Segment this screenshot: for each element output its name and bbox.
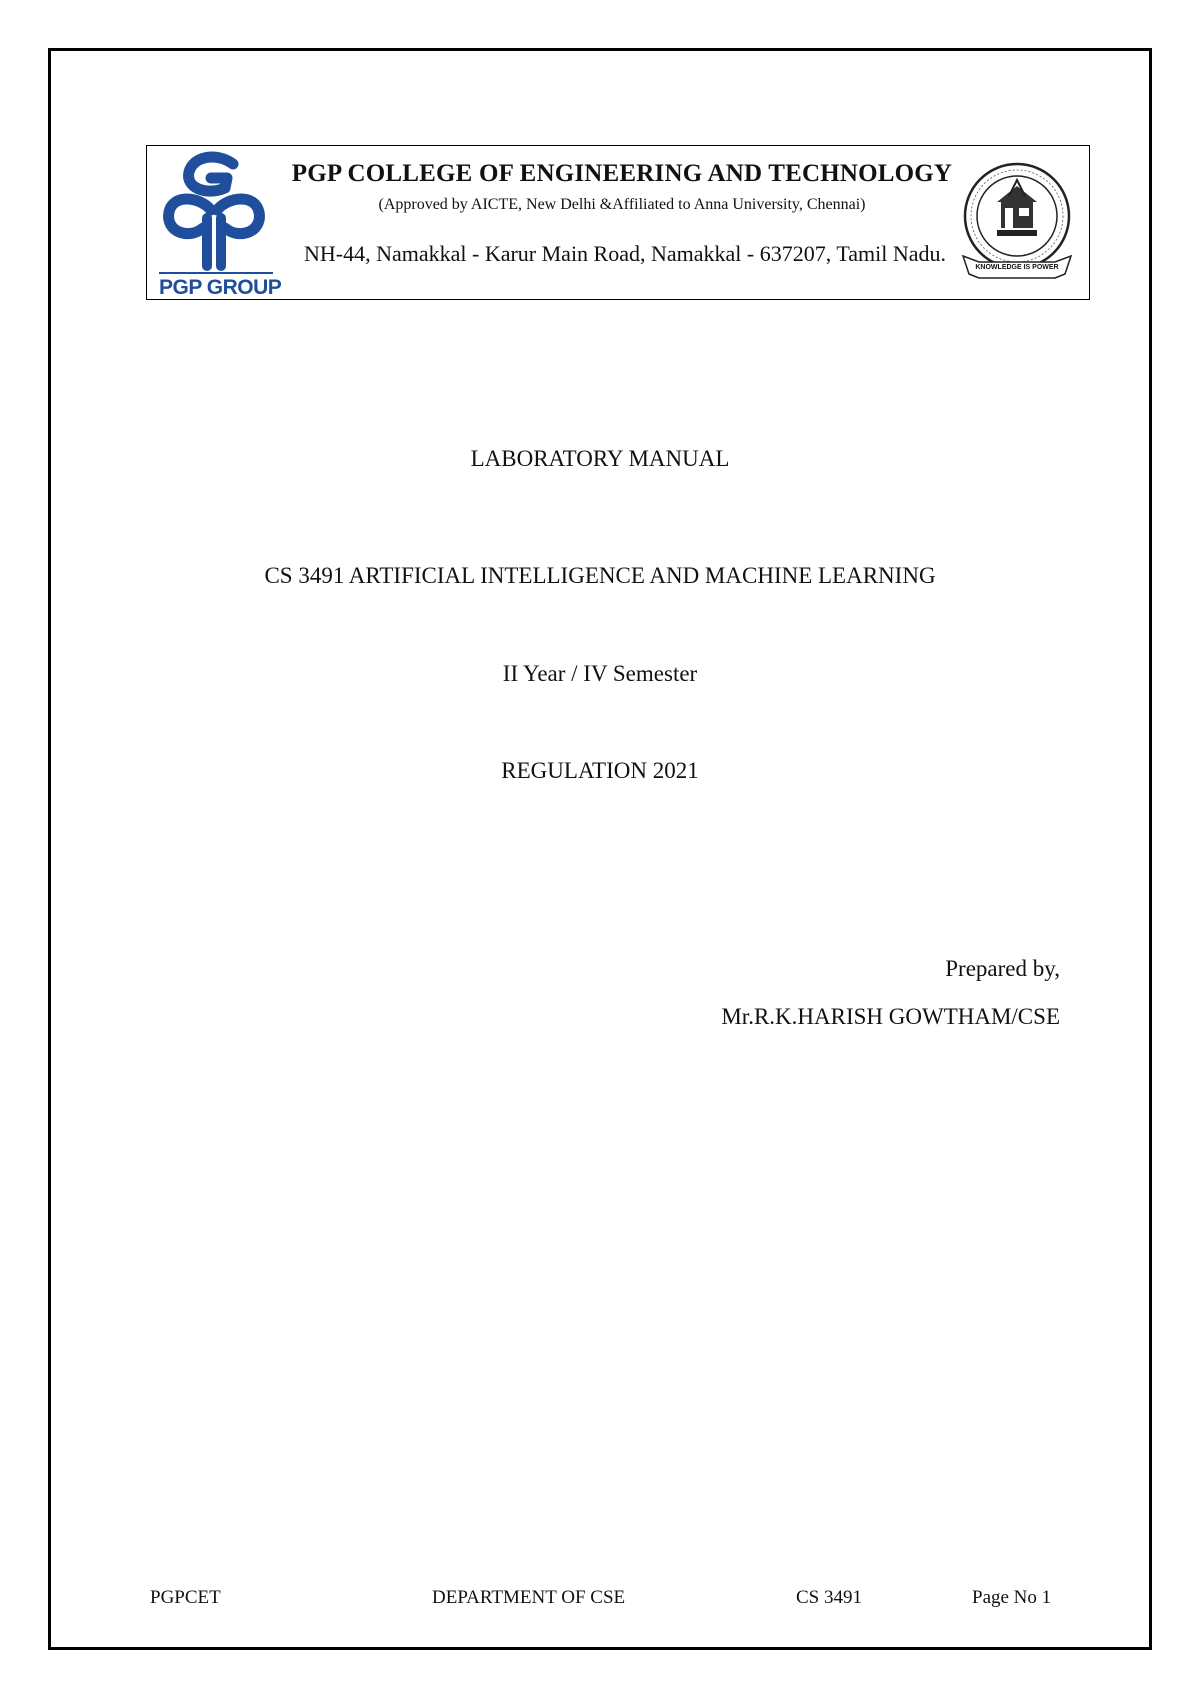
footer-course-code: CS 3491 [796, 1587, 862, 1608]
year-semester: II Year / IV Semester [502, 661, 698, 686]
regulation: REGULATION 2021 [501, 758, 699, 783]
college-address: NH-44, Namakkal - Karur Main Road, Namakkal - 637207, Tamil Nadu. [303, 241, 946, 266]
document-type: LABORATORY MANUAL [470, 446, 730, 471]
pgp-logo-icon [155, 150, 282, 299]
prepared-by-name: Mr.R.K.HARISH GOWTHAM/CSE [721, 1004, 1060, 1029]
footer-page-number: Page No 1 [972, 1587, 1052, 1608]
letterhead [146, 145, 1090, 300]
college-approval: (Approved by AICTE, New Delhi &Affiliated to Anna University, Chennai) [378, 196, 866, 213]
footer-institution: PGPCET [150, 1587, 221, 1608]
prepared-by-label: Prepared by, [945, 956, 1060, 981]
college-name: PGP COLLEGE OF ENGINEERING AND TECHNOLOGY [291, 160, 953, 187]
seal-ribbon-text: KNOWLEDGE IS POWER [975, 264, 1059, 271]
college-seal-icon [957, 156, 1077, 291]
course-title: CS 3491 ARTIFICIAL INTELLIGENCE AND MACHINE LEARNING [264, 563, 936, 588]
footer-department: DEPARTMENT OF CSE [432, 1587, 626, 1608]
logo-caption: PGP GROUP [159, 272, 273, 302]
